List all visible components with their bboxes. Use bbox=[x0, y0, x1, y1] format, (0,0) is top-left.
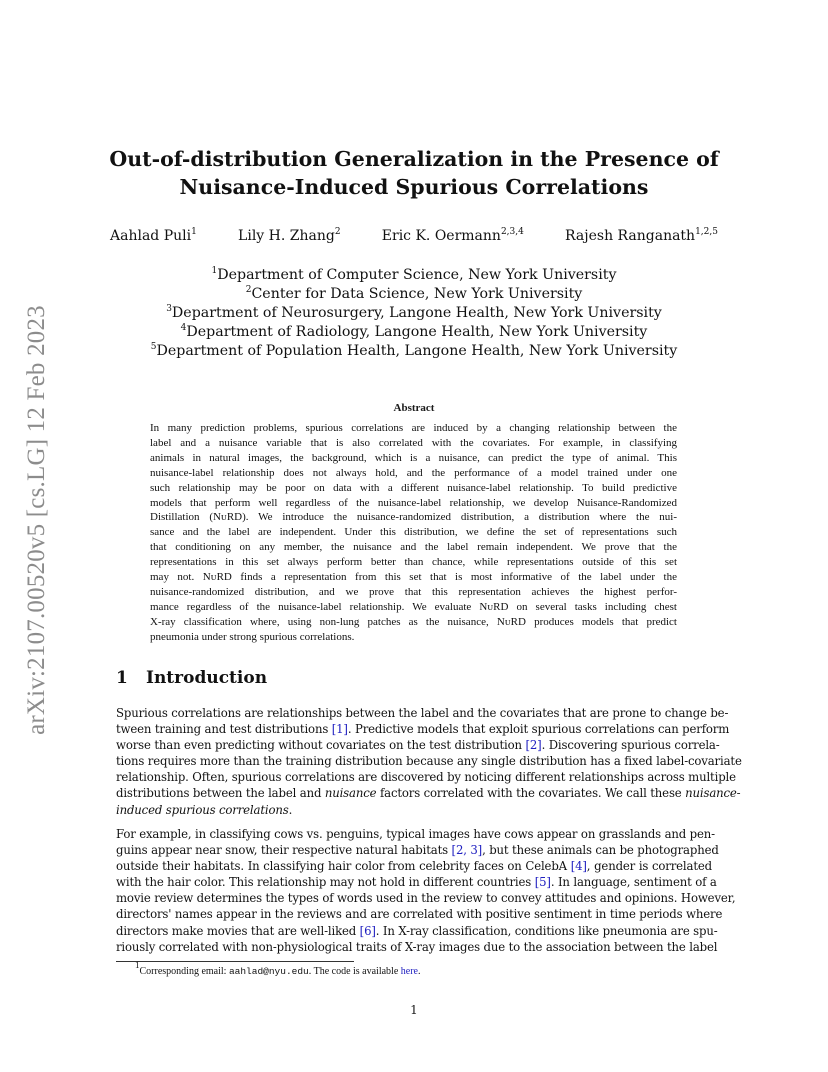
text-run: . bbox=[288, 802, 293, 817]
text-run: movie review determines the types of words used in the review to convey attitudes and opinions. However, bbox=[116, 891, 736, 906]
title-line: Out-of-distribution Generalization in the Presence of bbox=[109, 147, 719, 171]
affiliation bbox=[100, 323, 728, 342]
footnote-email: aahlad@nyu.edu bbox=[228, 966, 309, 977]
affiliation bbox=[100, 304, 728, 323]
text-run: Spurious correlations are relationships between the label and the covariates that are prone to change be- bbox=[116, 706, 729, 720]
affiliation-marker: 5 bbox=[150, 342, 157, 352]
text-run: tions requires more than the training distribution because any single distribution has a fixed label-covariate bbox=[116, 754, 742, 769]
footnote bbox=[135, 960, 421, 977]
abstract-line: representations in this set always perform better than chance, while representations outside of this set bbox=[150, 556, 677, 569]
page-number: 1 bbox=[410, 1003, 418, 1017]
author-name: Eric K. Oermann bbox=[381, 228, 501, 244]
text-run: . Discovering spurious correla- bbox=[541, 738, 720, 753]
author-affil-marker: 2,3,4 bbox=[500, 227, 524, 237]
text-line bbox=[116, 906, 723, 922]
author-affil-marker: 2 bbox=[334, 227, 341, 237]
affiliation-text: Center for Data Science, New York University bbox=[251, 286, 583, 302]
affiliation-marker: 2 bbox=[245, 285, 252, 295]
text-line bbox=[116, 939, 718, 955]
text-line bbox=[116, 842, 719, 858]
code-link[interactable]: here bbox=[400, 966, 418, 977]
text-line bbox=[116, 826, 715, 842]
abstract-line: may not. NᴜRD finds a representation from this set that is most informative of the label under the bbox=[150, 571, 677, 584]
affiliation-text: Department of Radiology, Langone Health, New York University bbox=[186, 324, 648, 340]
author bbox=[565, 228, 718, 244]
text-line bbox=[116, 769, 736, 785]
author-name: Rajesh Ranganath bbox=[565, 228, 696, 244]
text-line bbox=[116, 753, 742, 769]
footnote-marker: 1 bbox=[135, 960, 140, 970]
footnote-rule bbox=[116, 961, 354, 962]
arxiv-sidebar-stamp bbox=[20, 285, 54, 755]
text-run: relationship. Often, spurious correlations are discovered by noticing different relationships across multiple bbox=[116, 770, 736, 785]
author-name: Aahlad Puli bbox=[110, 228, 192, 244]
text-run: outside their habitats. In classifying hair color from celebrity faces on CelebA bbox=[116, 859, 571, 874]
citation-link[interactable]: [4] bbox=[570, 859, 587, 874]
citation-link[interactable]: [6] bbox=[359, 923, 376, 938]
author-affil-marker: 1 bbox=[191, 227, 197, 237]
text-run: , gender is correlated bbox=[586, 859, 712, 874]
abstract-line: label and a nuisance variable that is also correlated with the covariates. For example, in classifying bbox=[150, 436, 677, 449]
text-run: directors' names appear in the reviews and are correlated with positive sentiment in time periods where bbox=[116, 907, 723, 922]
author-affil-marker: 1,2,5 bbox=[695, 227, 718, 237]
title-line: Nuisance-Induced Spurious Correlations bbox=[179, 175, 649, 199]
emphasis-text: nuisance- bbox=[685, 786, 741, 801]
abstract-body bbox=[150, 421, 677, 645]
text-run: , but these animals can be photographed bbox=[482, 843, 719, 858]
footnote-text: . The code is available bbox=[308, 966, 401, 977]
abstract-line: X-ray classification where, using non-lung patches as the nuisance, NᴜRD produces models that predict bbox=[150, 615, 677, 628]
author-name: Lily H. Zhang bbox=[238, 228, 335, 244]
affiliation-marker: 1 bbox=[211, 266, 218, 276]
abstract-line: animals in natural images, the background, which is a nuisance, can predict the type of animal. This bbox=[150, 451, 677, 464]
affiliation-text: Department of Computer Science, New York University bbox=[217, 267, 617, 283]
abstract-heading: Abstract bbox=[393, 402, 435, 414]
text-run: guins appear near snow, their respective natural habitats bbox=[116, 843, 452, 858]
abstract-line: nuisance-label relationship does not always hold, and the performance of a model trained under one bbox=[150, 466, 677, 479]
author bbox=[110, 228, 197, 244]
text-line bbox=[116, 737, 720, 753]
text-line bbox=[116, 874, 717, 890]
emphasis-text: induced spurious correlations bbox=[116, 802, 289, 817]
text-run: directors make movies that are well-liked bbox=[116, 923, 360, 938]
text-line bbox=[116, 923, 718, 939]
affiliation bbox=[100, 285, 728, 304]
affiliation bbox=[100, 266, 728, 285]
footnote-text: . bbox=[418, 966, 421, 977]
abstract-line: sance and the label are independent. Under this distribution, we define the set of representations such bbox=[150, 526, 677, 539]
affiliation-list bbox=[100, 266, 728, 361]
text-line bbox=[116, 705, 729, 721]
footnote-text: Corresponding email: bbox=[139, 966, 229, 977]
intro-paragraph-2 bbox=[116, 826, 736, 955]
text-run: . In language, sentiment of a bbox=[550, 875, 717, 890]
citation-link[interactable]: [2] bbox=[525, 738, 542, 753]
section-heading bbox=[116, 668, 267, 688]
affiliation-marker: 3 bbox=[166, 304, 172, 314]
text-run: with the hair color. This relationship may not hold in different countries bbox=[116, 875, 535, 890]
text-run: For example, in classifying cows vs. penguins, typical images have cows appear on grasslands and pen- bbox=[116, 827, 715, 841]
text-line bbox=[116, 858, 712, 874]
text-run: . In X-ray classification, conditions like pneumonia are spu- bbox=[375, 923, 718, 938]
author-list bbox=[110, 228, 718, 244]
abstract-line: such relationship may be poor on data with a different nuisance-label relationship. To build predictive bbox=[150, 481, 677, 494]
affiliation-text: Department of Neurosurgery, Langone Health, New York University bbox=[171, 305, 662, 321]
abstract-line: pneumonia under strong spurious correlations. bbox=[150, 630, 355, 643]
abstract-line: In many prediction problems, spurious correlations are induced by a changing relationship between the bbox=[150, 422, 677, 434]
abstract-line: nuisance-randomized distribution, and we prove that this representation achieves the highest perfor- bbox=[150, 585, 677, 598]
text-run: distributions between the label and bbox=[116, 786, 325, 801]
emphasis-text: nuisance bbox=[324, 786, 377, 801]
section-title: Introduction bbox=[146, 668, 268, 688]
text-run: . Predictive models that exploit spurious correlations can perform bbox=[347, 722, 730, 737]
text-line bbox=[116, 721, 730, 737]
text-run: riously correlated with non-physiological traits of X-ray images due to the association between the label bbox=[116, 939, 718, 954]
citation-link[interactable]: [5] bbox=[534, 875, 551, 890]
section-number: 1 bbox=[116, 668, 128, 688]
author bbox=[382, 228, 524, 244]
text-line bbox=[116, 785, 741, 801]
arxiv-identifier: arXiv:2107.00520v5 [cs.LG] 12 Feb 2023 bbox=[23, 305, 50, 735]
text-run: factors correlated with the covariates. We call these bbox=[376, 786, 686, 801]
intro-paragraph-1 bbox=[116, 705, 742, 818]
text-run: tween training and test distributions bbox=[116, 722, 332, 737]
author bbox=[238, 228, 341, 244]
affiliation bbox=[100, 342, 728, 361]
text-line bbox=[116, 890, 736, 906]
text-line bbox=[116, 802, 712, 818]
citation-link[interactable]: [2, 3] bbox=[451, 843, 483, 858]
citation-link[interactable]: [1] bbox=[331, 722, 348, 737]
abstract-line: mance regardless of the nuisance-label relationship. We evaluate NᴜRD on several tasks including chest bbox=[150, 600, 677, 613]
affiliation-marker: 4 bbox=[180, 323, 187, 333]
abstract-line: that conditioning on any member, the nuisance and the label remain independent. We prove that the bbox=[150, 541, 677, 554]
paper-title bbox=[100, 145, 728, 201]
abstract-line: Distillation (NᴜRD). We introduce the nuisance-randomized distribution, a distribution where the nui- bbox=[150, 511, 677, 524]
affiliation-text: Department of Population Health, Langone Health, New York University bbox=[156, 343, 678, 359]
text-run: worse than even predicting without covariates on the test distribution bbox=[116, 738, 526, 753]
abstract-line: models that perform well regardless of the nuisance-label relationship, we develop Nuisance-Randomized bbox=[150, 496, 677, 509]
